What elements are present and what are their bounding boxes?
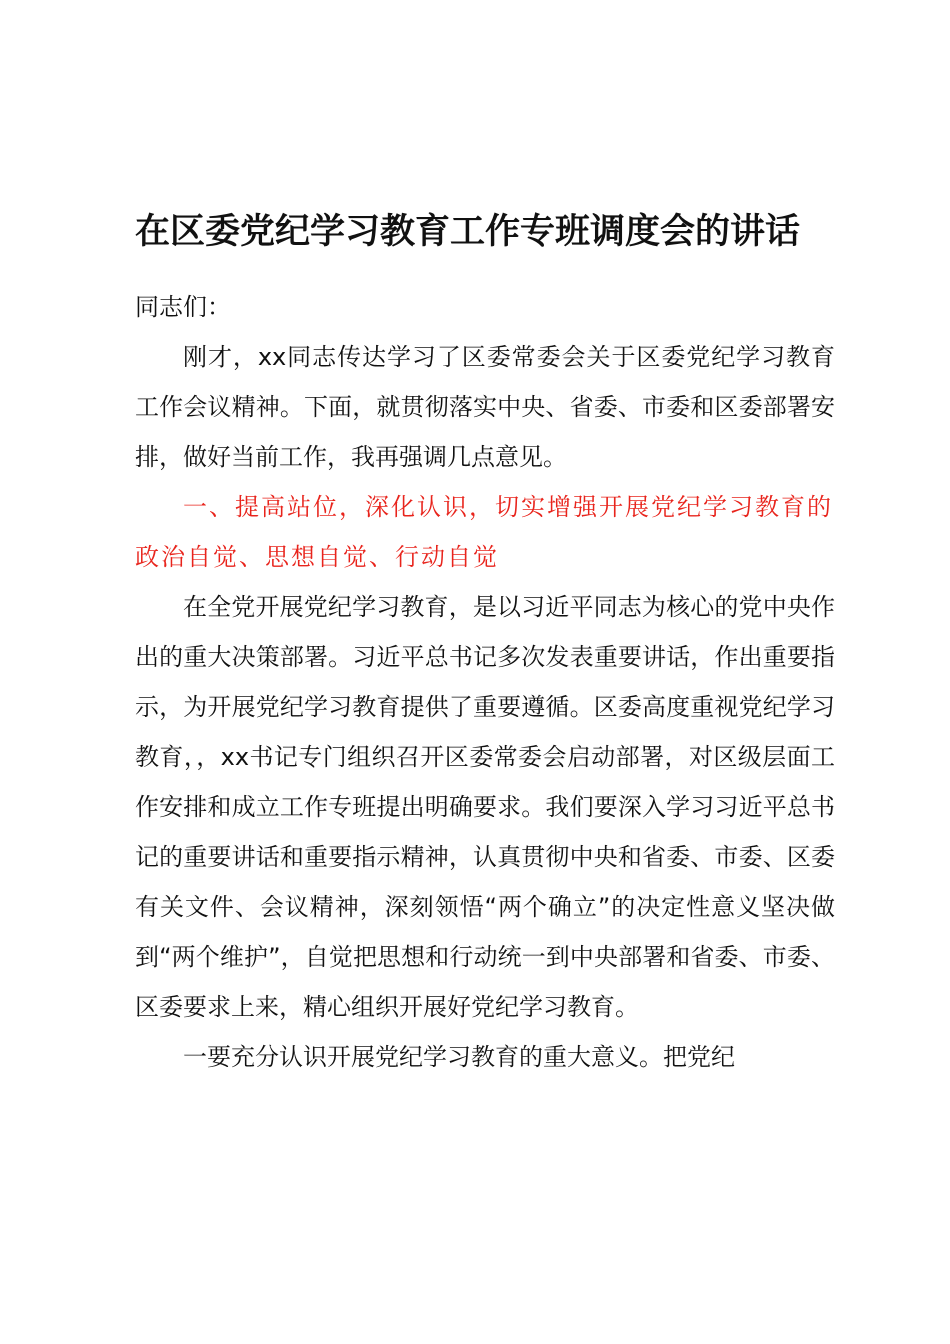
paragraph-section-1: 在全党开展党纪学习教育，是以习近平同志为核心的党中央作出的重大决策部署。习近平总书记多次发表重要讲话，作出重要指示，为开展党纪学习教育提供了重要遵循。区委高度重视党纪学习教育，，xx书记专门组织召开区委常委会启动部署，对区级层面工作安排和成立工作专班提出明确要求。我们要深入学习习近平总书记的重要讲话和重要指示精神，认真贯彻中央和省委、市委、区委有关文件、会议精神，深刻领悟“两个确立”的决定性意义坚决做到“两个维护”，自觉把思想和行动统一到中央部署和省委、市委、区委要求上来，精心组织开展好党纪学习教育。 <box>135 593 835 1021</box>
section-heading-1: 一、提高站位，深化认识，切实增强开展党纪学习教育的政治自觉、思想自觉、行动自觉 <box>135 493 833 571</box>
document-title: 在区委党纪学习教育工作专班调度会的讲话 <box>135 212 801 252</box>
paragraph-intro: 刚才，xx同志传达学习了区委常委会关于区委党纪学习教育工作会议精神。下面，就贯彻落实中央、省委、市委和区委部署安排，做好当前工作，我再强调几点意见。 <box>135 343 835 471</box>
document-body <box>135 200 835 1082</box>
paragraph-point-1: 一要充分认识开展党纪学习教育的重大意义。把党纪 <box>183 1043 735 1071</box>
salutation: 同志们： <box>135 293 231 321</box>
